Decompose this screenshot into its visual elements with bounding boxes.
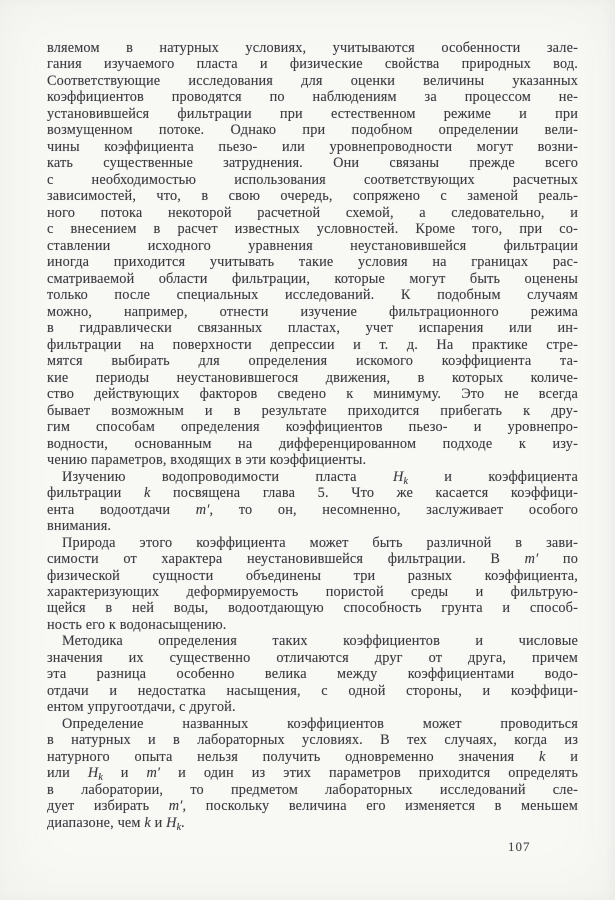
text-line: ентом упругоотдачи, с другой. xyxy=(47,699,236,716)
text-line: иногда приходится учитывать такие условия на границах рас- xyxy=(47,254,578,271)
text-line: фильтрации на поверхности депрессии и т. д. На практике стре- xyxy=(47,336,578,353)
text-line: ставлении исходного уравнения неустановившейся фильтрации xyxy=(47,237,578,254)
text-line: в натурных и в лабораторных условиях. В тех случаях, когда из xyxy=(47,732,578,749)
text-line: ента водоотдачи m′, то он, несомненно, заслуживает особого xyxy=(47,501,578,518)
text-line: в гидравлически связанных пластах, учет испарения или ин- xyxy=(47,320,578,337)
text-line: чины коэффициента пьезо- или уровнепроводности могут возни- xyxy=(47,138,578,155)
text-line: гим способам определения коэффициентов пьезо- и уровнепро- xyxy=(47,419,578,436)
text-line: вляемом в натурных условиях, учитываются особенности зале- xyxy=(47,40,578,56)
text-line: или $H_k$ и m′ и один из этих параметров приходится определять xyxy=(47,765,578,784)
text-line: возмущенном потоке. Однако при подобном определении вели- xyxy=(47,122,578,139)
text-line: ного потока некоторой расчетной схемой, а следовательно, и xyxy=(47,204,578,221)
text-line: характеризующих деформируемость пористой среды и фильтрую- xyxy=(47,583,578,600)
text-line: Изучению водопроводимости пласта $H_k$ и коэффициента xyxy=(62,468,578,487)
text-line: водности, основанным на дифференцированном подходе к изу- xyxy=(47,435,578,452)
text-line: только после специальных исследований. К подобным случаям xyxy=(47,287,578,304)
text-line: диапазоне, чем k и $H_k$. xyxy=(47,814,185,833)
text-line: Определение названных коэффициентов может проводиться xyxy=(62,715,578,732)
text-line: зависимостей, что, в свою очередь, сопряжено с заменой реаль- xyxy=(47,188,578,205)
text-line: внимания. xyxy=(47,518,112,535)
text-line: с необходимостью использования соответствующих расчетных xyxy=(47,171,578,188)
text-line: кать существенные затруднения. Они связаны прежде всего xyxy=(47,155,578,172)
text-line: гания изучаемого пласта и физические свойства природных вод. xyxy=(47,56,578,73)
text-line: в лаборатории, то предметом лабораторных исследований сле- xyxy=(47,781,578,798)
text-line: дует избирать m′, поскольку величина его изменяется в меньшем xyxy=(47,798,578,815)
text-line: бывает возможным и в результате приходится прибегать к дру- xyxy=(47,402,578,419)
text-line: установившейся фильтрации при естественном режиме и при xyxy=(47,105,578,122)
text-line: Природа этого коэффициента может быть различной в зави- xyxy=(62,534,578,551)
text-line: натурного опыта нельзя получить одновременно значения k и xyxy=(47,748,579,765)
text-line: с внесением в расчет известных условностей. Кроме того, при со- xyxy=(47,221,578,238)
text-line: Методика определения таких коэффициентов и числовые xyxy=(62,633,578,650)
text-line: Соответствующие исследования для оценки величины указанных xyxy=(47,72,578,89)
text-line: отдачи и недостатка насыщения, с одной стороны, и коэффици- xyxy=(47,682,578,699)
text-line: ность его к водонасыщению. xyxy=(47,616,227,633)
text-line: эта разница особенно велика между коэффициентами водо- xyxy=(47,666,578,683)
text-line: чению параметров, входящих в эти коэффициенты. xyxy=(47,452,367,469)
text-line: мятся выбирать для определения искомого коэффициента та- xyxy=(47,353,578,370)
text-line: щейся в ней воды, водоотдающую способность грунта и способ- xyxy=(47,600,578,617)
text-line: коэффициентов проводятся по наблюдениям за процессом не- xyxy=(47,89,578,106)
page-number: 107 xyxy=(508,839,531,854)
text-line: симости от характера неустановившейся фильтрации. В m′ по xyxy=(47,551,579,568)
text-line: физической сущности объединены три разных коэффициента, xyxy=(47,567,578,584)
text-line: кие периоды неустановившегося движения, в которых количе- xyxy=(47,369,578,386)
text-line: сматриваемой области фильтрации, которые могут быть оценены xyxy=(47,270,578,287)
text-line: фильтрации k посвящена глава 5. Что же касается коэффици- xyxy=(47,485,578,502)
text-line: ство действующих факторов сведено к минимуму. Это не всегда xyxy=(47,386,578,403)
text-line: значения их существенно отличаются друг от друга, причем xyxy=(47,649,578,666)
text-line: можно, например, отнести изучение фильтрационного режима xyxy=(47,303,578,320)
page-text xyxy=(47,40,578,831)
